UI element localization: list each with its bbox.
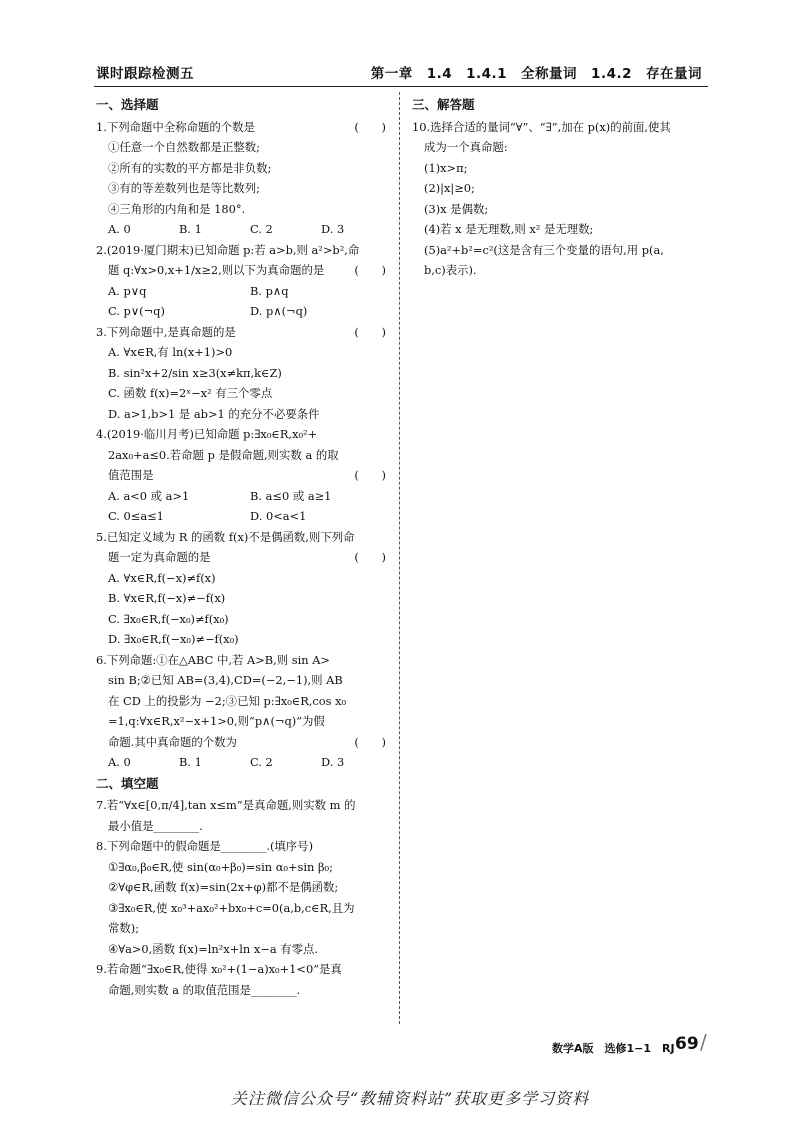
line-text: 7.若“∀x∈[0,π/4],tan x≤m”是真命题,则实数 m 的 (96, 798, 356, 812)
option-row (96, 281, 392, 302)
answer-parentheses: ( ) (354, 468, 386, 482)
text-line (96, 898, 392, 919)
text-line (96, 918, 392, 939)
option: D. 3 (321, 755, 345, 769)
text-line (96, 445, 392, 466)
page-number: 69 (675, 1034, 699, 1054)
line-text: 成为一个真命题: (424, 140, 508, 154)
text-line (96, 857, 392, 878)
line-text: ②∀φ∈R,函数 f(x)=sin(2x+φ)都不是偶函数; (108, 880, 339, 894)
line-text: 题 q:∀x>0,x+1/x≥2,则以下为真命题的是 (108, 263, 325, 277)
option-row (96, 301, 392, 322)
text-line (96, 568, 392, 589)
line-text: =1,q:∀x∈R,x²−x+1>0,则“p∧(¬q)”为假 (108, 714, 325, 728)
text-line (96, 836, 392, 857)
line-text: (4)若 x 是无理数,则 x² 是无理数; (424, 222, 594, 236)
text-line (96, 260, 392, 281)
text-line (412, 260, 708, 281)
text-line (412, 219, 708, 240)
text-line (96, 670, 392, 691)
line-text: 常数); (108, 921, 140, 935)
header-title: 课时跟踪检测五 (96, 66, 194, 82)
option: A. p∨q (108, 283, 147, 298)
line-text: A. ∀x∈R,有 ln(x+1)>0 (108, 345, 233, 359)
line-text: B. ∀x∈R,f(−x)≠−f(x) (108, 591, 226, 605)
text-line (96, 547, 392, 568)
option: B. p∧q (250, 283, 289, 298)
text-line (96, 199, 392, 220)
text-line (96, 795, 392, 816)
option-row (96, 219, 392, 240)
text-line (96, 711, 392, 732)
text-line (96, 240, 392, 261)
option: C. 2 (250, 755, 273, 769)
section-heading: 三、解答题 (412, 97, 475, 112)
line-text: 最小值是________. (108, 818, 203, 833)
text-line (96, 137, 392, 158)
text-line (96, 424, 392, 445)
line-text: 题一定为真命题的是 (108, 550, 211, 564)
section-heading: 一、选择题 (96, 97, 159, 112)
option: B. 1 (179, 755, 202, 769)
line-text: 命题,则实数 a 的取值范围是________. (108, 982, 301, 997)
answer-parentheses: ( ) (354, 263, 386, 277)
option: D. 0<a<1 (250, 509, 307, 523)
text-line (96, 980, 392, 1001)
line-text: A. ∀x∈R,f(−x)≠f(x) (108, 570, 216, 585)
option-row (96, 486, 392, 507)
option: D. p∧(¬q) (250, 304, 308, 318)
text-line (412, 158, 708, 179)
line-text: 2ax₀+a≤0.若命题 p 是假命题,则实数 a 的取 (108, 447, 339, 462)
text-line (96, 629, 392, 650)
line-text: 值范围是 (108, 468, 154, 482)
option: D. 3 (321, 222, 345, 236)
line-text: ②所有的实数的平方都是非负数; (108, 160, 272, 175)
line-text: ④∀a>0,函数 f(x)=ln²x+ln x−a 有零点. (108, 941, 319, 956)
text-line (96, 404, 392, 425)
line-text: C. 函数 f(x)=2ˣ−x² 有三个零点 (108, 386, 273, 400)
option-row (96, 506, 392, 527)
line-text: (5)a²+b²=c²(这是含有三个变量的语句,用 p(a, (424, 242, 664, 257)
option: B. a≤0 或 a≥1 (250, 488, 332, 503)
option: A. a<0 或 a>1 (108, 488, 190, 503)
answer-parentheses: ( ) (354, 550, 386, 564)
text-line (96, 609, 392, 630)
line-text: ①任意一个自然数都是正整数; (108, 140, 260, 154)
line-text: b,c)表示). (424, 263, 477, 277)
line-text: 5.已知定义域为 R 的函数 f(x)不是偶函数,则下列命 (96, 529, 355, 544)
line-text: D. a>1,b>1 是 ab>1 的充分不必要条件 (108, 406, 320, 421)
line-text: 4.(2019·临川月考)已知命题 p:∃x₀∈R,x₀²+ (96, 427, 318, 441)
footer-slash-mark: / (700, 1030, 707, 1054)
text-line (412, 199, 708, 220)
line-text: C. ∃x₀∈R,f(−x₀)≠f(x₀) (108, 611, 229, 626)
text-line (412, 117, 708, 138)
line-text: ①∃α₀,β₀∈R,使 sin(α₀+β₀)=sin α₀+sin β₀; (108, 859, 333, 874)
line-text: (3)x 是偶数; (424, 201, 489, 216)
text-line (96, 158, 392, 179)
text-line (96, 959, 392, 980)
text-line (96, 588, 392, 609)
line-text: 10.选择合适的量词“∀”、“∃”,加在 p(x)的前面,使其 (412, 119, 671, 134)
text-line (96, 816, 392, 837)
line-text: ③有的等差数列也是等比数列; (108, 181, 260, 195)
text-line (96, 527, 392, 548)
text-line (96, 178, 392, 199)
answer-parentheses: ( ) (354, 119, 386, 134)
option: A. 0 (108, 222, 131, 236)
watermark-note: 关注微信公众号“教辅资料站”获取更多学习资料 (230, 1089, 590, 1108)
line-text: 命题.其中真命题的个数为 (108, 734, 237, 749)
line-text: D. ∃x₀∈R,f(−x₀)≠−f(x₀) (108, 632, 239, 646)
answer-parentheses: ( ) (354, 324, 386, 339)
answer-parentheses: ( ) (354, 734, 386, 749)
line-text: 8.下列命题中的假命题是________.(填序号) (96, 839, 314, 853)
footer-badge: 数学A版 选修1−1 RJ (552, 1042, 675, 1055)
option: A. 0 (108, 755, 131, 769)
line-text: 6.下列命题:①在△ABC 中,若 A>B,则 sin A> (96, 652, 330, 667)
option: B. 1 (179, 222, 202, 236)
option: C. 2 (250, 222, 273, 236)
line-text: sin B;②已知 AB=(3,4),CD=(−2,−1),则 AB (108, 673, 343, 687)
line-text: 在 CD 上的投影为 −2;③已知 p:∃x₀∈R,cos x₀ (108, 693, 347, 708)
text-line (412, 137, 708, 158)
option: C. 0≤a≤1 (108, 509, 164, 523)
text-line (96, 383, 392, 404)
text-line (96, 939, 392, 960)
left-column (96, 94, 392, 1000)
line-text: B. sin²x+2/sin x≥3(x≠kπ,k∈Z) (108, 365, 282, 380)
text-line (96, 363, 392, 384)
line-text: 3.下列命题中,是真命题的是 (96, 324, 236, 339)
line-text: 2.(2019·厦门期末)已知命题 p:若 a>b,则 a²>b²,命 (96, 242, 360, 257)
line-text: (2)|x|≥0; (424, 181, 475, 195)
line-text: ④三角形的内角和是 180°. (108, 201, 246, 216)
option-row (96, 752, 392, 773)
text-line (412, 240, 708, 261)
text-line (96, 465, 392, 486)
text-line (96, 877, 392, 898)
text-line (96, 117, 392, 138)
right-column (412, 94, 708, 281)
text-line (96, 342, 392, 363)
line-text: (1)x>π; (424, 160, 468, 175)
line-text: 9.若命题“∃x₀∈R,使得 x₀²+(1−a)x₀+1<0”是真 (96, 962, 342, 976)
line-text: 1.下列命题中全称命题的个数是 (96, 119, 255, 134)
header-rule (94, 86, 708, 87)
text-line (96, 650, 392, 671)
column-divider (399, 92, 400, 1024)
line-text: ③∃x₀∈R,使 x₀³+ax₀²+bx₀+c=0(a,b,c∈R,且为 (108, 900, 355, 915)
text-line (96, 322, 392, 343)
text-line (412, 178, 708, 199)
option: C. p∨(¬q) (108, 304, 165, 318)
text-line (96, 691, 392, 712)
text-line (96, 732, 392, 753)
header-chapter: 第一章 1.4 1.4.1 全称量词 1.4.2 存在量词 (370, 66, 702, 82)
section-heading: 二、填空题 (96, 775, 159, 791)
